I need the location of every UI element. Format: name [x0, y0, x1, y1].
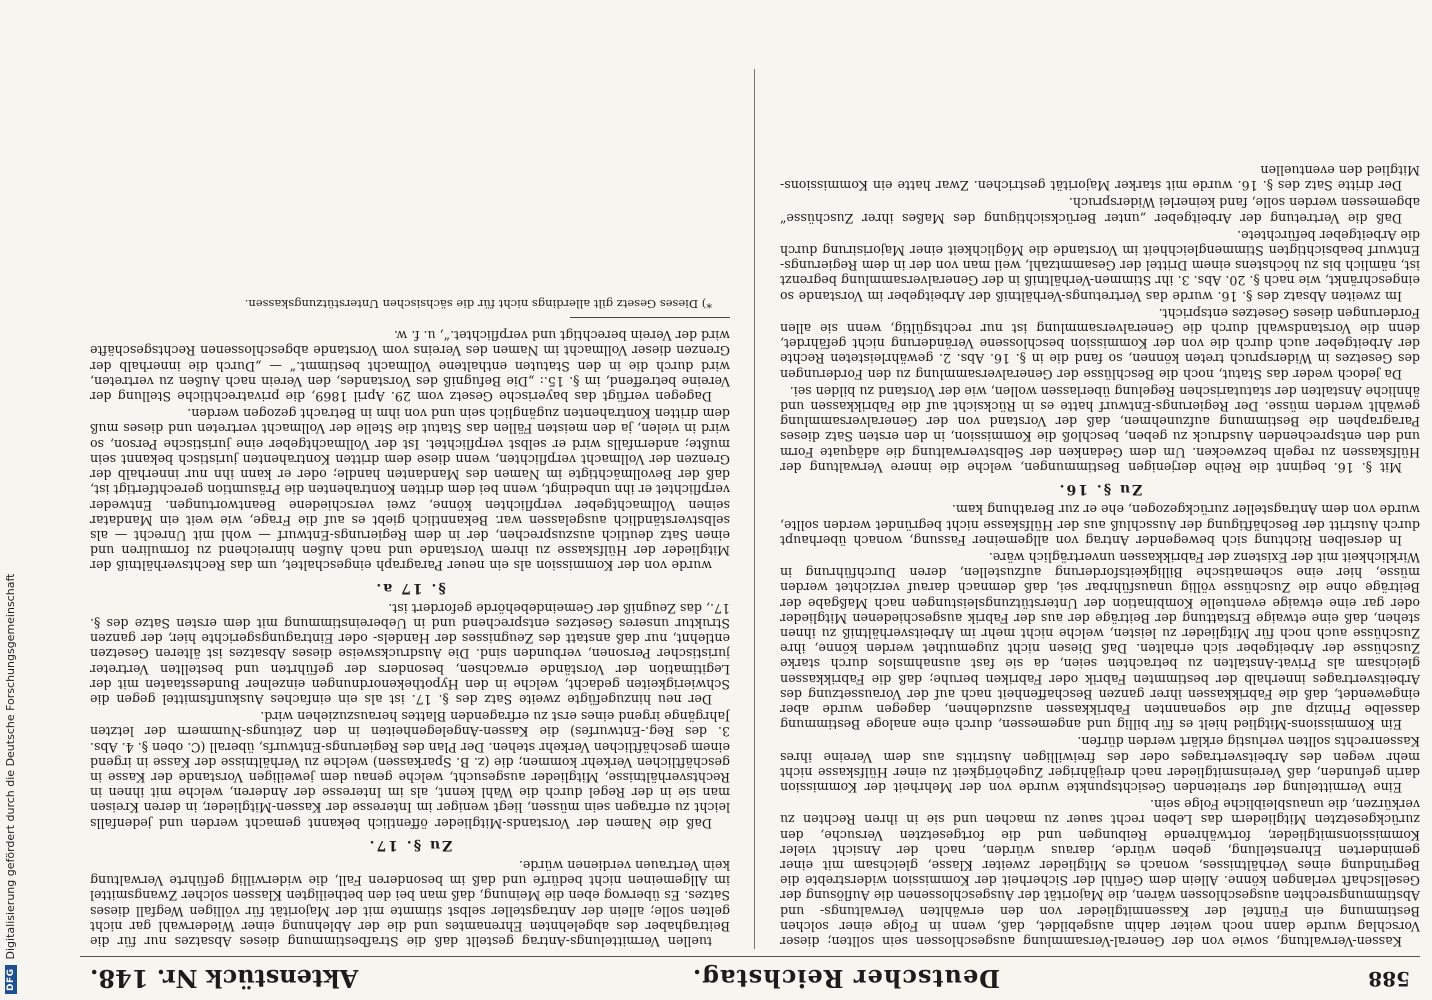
paragraph: Der dritte Satz des §. 16. wurde mit starker Majorität gestrichen. Zwar hatte ein Kommissions-Mitglied den eventuellen: [780, 163, 1420, 194]
right-column: [90, 69, 730, 949]
paragraph: Daß die Vertretung der Arbeitgeber „unter Berücksichtigung des Maßes ihrer Zuschüsse“ abgemessen werden solle, fand keinerlei Widerspruch.: [780, 195, 1420, 226]
paragraph: Ein Kommissions-Mitglied hielt es für billig und angemessen, durch eine analoge Bestimmung dasselbe Prinzip auf die sogenannten Fabrikkassen auszudehnen, dagegen wurde aber eingewendet, daß die Fabrikkassen ihrer ganzen Beschaffenheit nach auf der Voraussetzung des Arbeitsvertrages innerhalb der bestimmten Fabrik oder Fabriken beruhe; daß die Fabrikkassen gleichsam als Privat-Anstalten zu betrachten seien, da sie fast ausnahmslos durch starke Zuschüsse der Arbeitgeber sich erhalten. Daß Diesen nicht zugemuthet werden könne, ihre Zuschüsse auch noch für Mitglieder zu leisten, welche nicht mehr im Arbeitsverhältniß zu ihnen stehen, daß eine etwaige Erstattung der Beiträge der aus der Fabrik ausgeschiedenen Mitglieder oder gar eine etwaige eventuelle Kombination der Unterstützungsleistungen nach Maßgabe der Beiträge ohne die Zuschüsse völlig unausführbar sei, daß demnach darauf verzichtet werden müsse, hier eine schematische Billigkeitsforderung aufzustellen, deren Durchführung in Wirklichkeit mit der Existenz der Fabrikkassen unverträglich wäre.: [780, 549, 1420, 733]
paragraph: Daß die Namen der Vorstands-Mitglieder öffentlich bekannt gemacht werden und jedenfalls leicht zu erfragen sein müssen, liegt weniger im Interesse der Kassen-Mitglieder, in deren Kreisen man sie in der Regel durch die Wahl kennt, als im Interesse der Anderen, welche mit ihnen in Rechtsverhältnisse, Mitglieder ausgesucht, welche genau dem jeweiligen Vorstande der Kasse in geschäftlichen Verkehr kommen; die (z. B. Sparkassen) welche zu Verhältnisse der Kasse in irgend einem geschäftlichen Verkehr stehen. Der Plan des Regierungs-Entwurfs, überall (C. oben §. 4. Abs. 3. des Reg.-Entwurfes) die Kassen-Angelegenheiten in den Zeitungs-Nummern der letzten Jahrgänge irgend eines erst zu erfragenden Blattes herauszuziehen wird.: [90, 709, 730, 831]
header-rule: [80, 956, 1420, 957]
page-header: [80, 955, 1420, 995]
section-heading: §. 17 a.: [374, 579, 446, 596]
footnote-rule: [570, 317, 730, 318]
paragraph: Da jedoch weder das Statut, noch die Beschlüsse der Generalversammlung zu den Forderungen des Gesetzes in Widerspruch treten können, so fand die in §. 16. Abs. 2. gewährleisteten Rechte der Arbeitgeber auch durch die von der Kommission beschlossene Veränderung nicht gefährdet, denn die Vorstandswahl durch die Generalversammlung ist nur rechtsgültig, wenn sie allen Forderungen dieses Gesetzes entspricht.: [780, 305, 1420, 382]
printed-page: [80, 55, 1420, 995]
left-column: [780, 69, 1420, 949]
paragraph: Eine Vermittelung der streitenden Gesichtspunkte wurde von der Mehrheit der Kommission darin gefunden, daß Vereinsmitglieder nach dreijähriger Zugehörigkeit zu einer Hülfskasse nicht mehr wegen des Arbeitsvertrages oder des freiwilligen Austritts aus dem Vereine ihres Kassenrechts sollten verlustig erklärt werden dürfen.: [780, 734, 1420, 795]
running-title: Deutscher Reichstag.: [691, 964, 1000, 993]
digitization-credit: [2, 0, 18, 1000]
credit-text: Digitalisierung gefördert durch die Deutsche Forschungsgemeinschaft: [4, 573, 17, 960]
column-divider: [754, 69, 755, 949]
section-heading: Zu §. 16.: [1057, 481, 1143, 498]
paragraph: tuellen Vermittelungs-Antrag gestellt daß die Strafbestimmung dieses Absatzes nur für die Beitraghaber des abgelehnten Ehrenamtes und die der Ablehnung einer Wiederwahl gar nicht gelten solle; allein der Antragsteller selbst stimmte mit der Majorität für völligen Wegfall dieses Satzes. Es überwog eben die Meinung, daß man bei den betheiligten Klassen solcher Zwangsmittel im Allgemeinen nicht bedürfe und daß im besonderen Fall, die widerwillig geführte Verwaltung kein Vertrauen verdienen würde.: [90, 857, 730, 949]
paragraph: In derselben Richtung sich bewegender Antrag von allgemeiner Fassung, wonach überhaupt durch Austritt der Beschäftigung der Ausschluß aus der Hülfskasse nicht begründet werden sollte, wurde von dem Antragsteller zurückgezogen, ehe er zur Berathung kam.: [780, 502, 1420, 548]
paragraph: wurde von der Kommission als ein neuer Paragraph eingeschaltet, um das Rechtsverhältniß der Mitglieder der Hülfskasse zu ihrem Vorstande und nach Außen hinreichend zu formuliren und einen Satz deutlich auszusprechen, der in dem Regierungs-Entwurf — wohl mit Unrecht — als selbstverständlich ausgelassen war. Bekanntlich giebt es auf die Frage, wie weit ein Mandatar seinen Vollmachtgeber verpflichten könne, zwei verschiedene Beantwortungen. Entweder verpflichtet er ihn unbedingt, wenn bei dem dritten Kontrahenten die Präsumtion gerechtfertigt ist, daß der Bevollmächtigte im Namen des Mandanten handle; oder er kann ihn nur innerhalb der Grenzen der Vollmacht verpflichten, wenn diese dem dritten Kontrahenten juristisch bekannt sein mußte; andernfalls wird er selbst verpflichtet. Ist der Vollmachtgeber eine juristische Person, so wird in vielen, ja den meisten Fällen das Statut die Stelle der Vollmacht vertreten und dieses muß dem dritten Kontrahenten zugänglich sein und von ihm in Betracht gezogen werden.: [90, 406, 730, 574]
document-reference: Aktenstück Nr. 148.: [90, 964, 359, 993]
paragraph: Mit §. 16. beginnt die Reihe derjenigen Bestimmungen, welche die innere Verwaltung der Hülfskassen zu regeln bezwecken. Um dem Gedanken der Selbstverwaltung die adäquate Form und den entsprechenden Ausdruck zu geben, beschloß die Kommission, in den ersten Satz dieses Paragraphen die Bestimmung aufzunehmen, daß der Vorstand von der Generalversammlung gewählt werden müsse. Der Regierungs-Entwurf hatte es in Rücksicht auf die Fabrikkassen und ähnliche Anstalten der statutarischen Regelung überlassen wollen, wie der Vorstand zu bilden sei.: [780, 383, 1420, 475]
page-number: 588: [1368, 967, 1410, 991]
paragraph: Im zweiten Absatz des §. 16. wurde das Vertretungs-Verhältniß der Arbeitgeber im Vorstande so eingeschränkt, wie nach §. 20. Abs. 3. ihr Stimmen-Verhältniß in der Generalversammlung begrenzt ist, nämlich bis zu höchstens einem Drittel der Gesammtzahl, weil man von der in dem Regierungs-Entwurf beabsichtigten Stimmengleichheit im Vorstande die Möglichkeit einer Majorisirung durch die Arbeitgeber befürchtete.: [780, 227, 1420, 304]
paragraph: Kassen-Verwaltung, sowie von der General-Versammlung ausgeschlossen sein sollten; dieser Vorschlag wurde dann noch weiter dahin ausgebildet, daß, wenn in Folge einer solchen Bestimmung ein Fünftel der Kassenmitglieder von den erwählten Verwaltungs- und Abstimmungsrechten ausgeschlossen wären, die Majorität der Ausgeschlossenen die Auflösung der Gesellschaft verlangen könne. Allein dem Gefühl der Sicherheit der Kommission widerstrebte die Begründung eines Verhältnisses, wonach es Mitglieder zweiter Klasse, gleichsam mit einer geminderten Ehrenstellung, geben würde, daraus würden, nach der Ansicht vieler Kommissionsmitglieder, fortwährende Reibungen und die fortgesetzten Versuche, den zurückgesetzten Mitgliedern das Leben recht sauer zu machen und sie in ihren Rechten zu verkürzen, die unausbleibliche Folge sein.: [780, 797, 1420, 949]
dfg-logo: DFG: [5, 965, 17, 994]
section-heading: Zu §. 17.: [367, 836, 453, 853]
paragraph: Der neu hinzugefügte zweite Satz des §. 17. ist als ein einfaches Auskunftsmittel gegen die Schwierigkeiten gedacht, welche in den Hypothekenordnungen einzelner Bundesstaaten mit der Legitimation der Vorstände erwachsen, besonders der geführten und bestellten Vertreter juristischer Personen, verbunden sind. Die Ausdrucksweise dieses Absatzes ist älteren Gesetzen entlehnt, nur daß anstatt des Zeugnisses der Handels- oder Eintragungsgerichte hier, der ganzen Struktur unseres Gesetzes entsprechend und in Uebereinstimmung mit dem ersten Satze des §. 17., das Zeugniß der Gemeindebehörde gefordert ist.: [90, 600, 730, 707]
paragraph: Dagegen verfügt das bayerische Gesetz vom 29. April 1869, die privatrechtliche Stellung der Vereine betreffend, im §. 15.: „Die Befugniß des Vorstandes, den Verein nach Außen zu vertreten, wird durch die in den Statuten enthaltene Vollmacht bestimmt.“ — „Durch die innerhalb der Grenzen dieser Vollmacht im Namen des Vereins vom Vorstande abgeschlossenen Rechtsgeschäfte wird der Verein berechtigt und verpflichtet.“, u. f. w.: [90, 328, 730, 405]
footnote: *) Dieses Gesetz gilt allerdings nicht für die sächsischen Unterstützungskassen.: [244, 297, 712, 312]
